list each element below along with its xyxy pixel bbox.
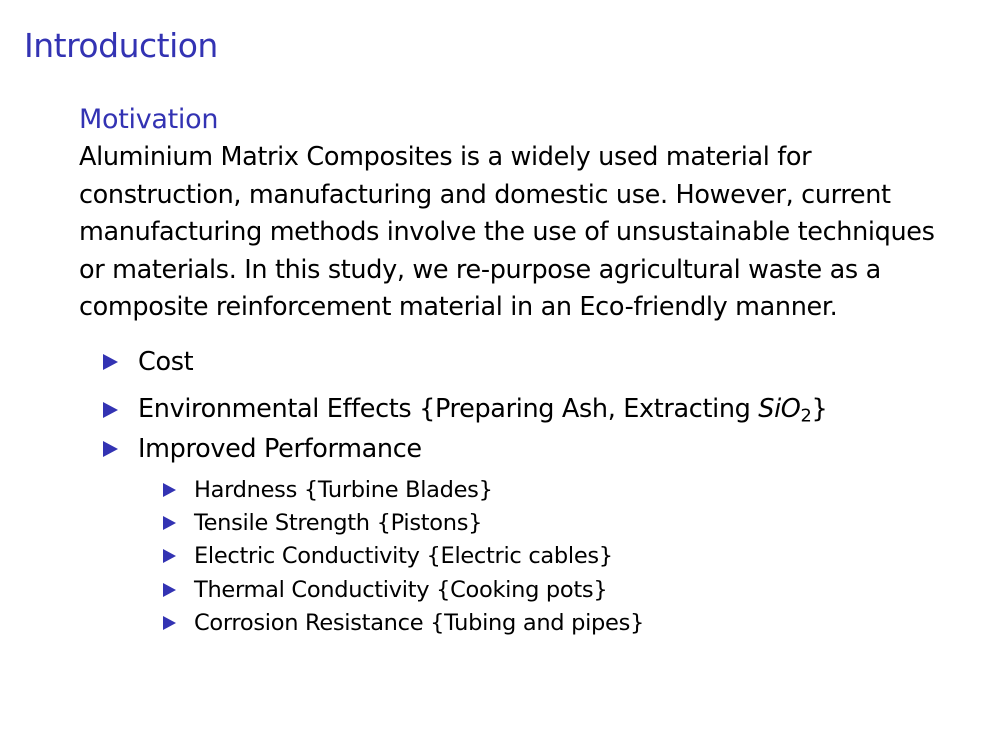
sub-bullet-label: Tensile Strength {Pistons}	[194, 510, 483, 536]
triangle-right-icon	[163, 516, 176, 530]
slide-title: Introduction	[24, 26, 218, 65]
list-item	[163, 510, 482, 536]
bullet-label: Cost	[138, 347, 194, 377]
triangle-right-icon	[163, 616, 176, 630]
sub-bullet-label: Electric Conductivity {Electric cables}	[194, 543, 613, 569]
list-item	[163, 610, 644, 636]
list-item	[163, 543, 613, 569]
motivation-block	[79, 101, 959, 327]
bullet-label: Environmental Effects {Preparing Ash, Extracting SiO$_2$}	[138, 394, 828, 427]
triangle-right-icon	[103, 354, 118, 370]
sub-bullet-label: Corrosion Resistance {Tubing and pipes}	[194, 610, 645, 636]
triangle-right-icon	[163, 483, 176, 497]
triangle-right-icon	[103, 402, 118, 418]
formula-sio2: SiO$_2$	[758, 394, 812, 427]
triangle-right-icon	[163, 549, 176, 563]
list-item-environmental-effects	[103, 394, 827, 426]
list-item	[163, 477, 493, 503]
list-item-cost	[103, 347, 193, 377]
sub-bullet-label: Thermal Conductivity {Cooking pots}	[194, 577, 608, 603]
list-item-improved-performance	[103, 434, 422, 464]
triangle-right-icon	[103, 441, 118, 457]
block-title: Motivation	[79, 104, 219, 135]
block-body: Aluminium Matrix Composites is a widely used material for construction, manufacturing and domestic use. However, current manufacturing methods involve the use of unsustainable techniques or materials. In this study, we re-purpose agricultural waste as a composite reinforcement material in an Eco-friendly manner.	[79, 142, 935, 322]
list-item	[163, 577, 607, 603]
triangle-right-icon	[163, 583, 176, 597]
sub-bullet-label: Hardness {Turbine Blades}	[194, 477, 493, 503]
bullet-label: Improved Performance	[138, 434, 422, 464]
